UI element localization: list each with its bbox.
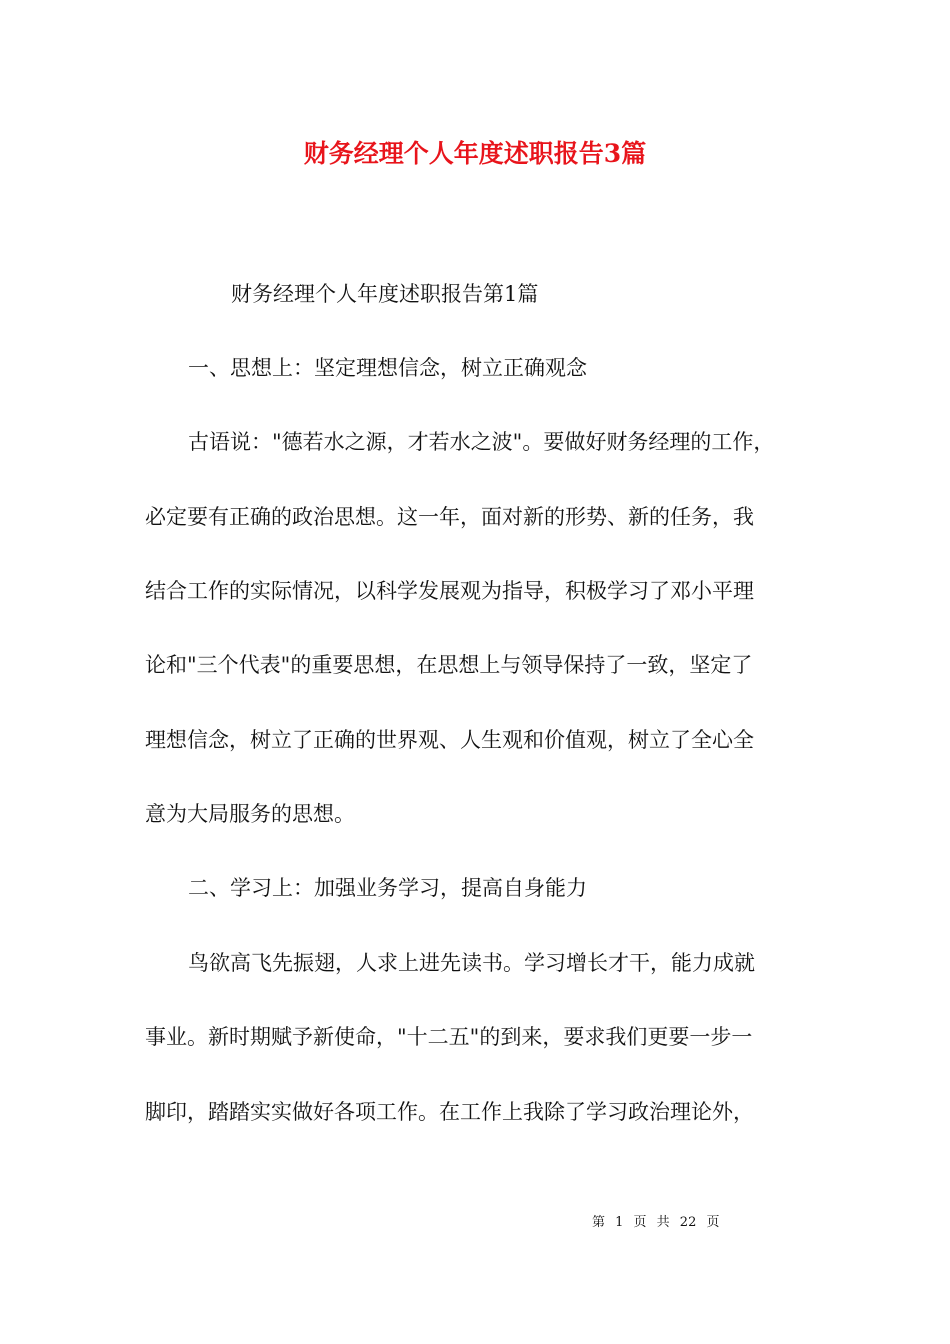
paragraph-line: 理想信念，树立了正确的世界观、人生观和价值观，树立了全心全 bbox=[145, 728, 754, 752]
document-title: 财务经理个人年度述职报告3篇 bbox=[303, 139, 647, 168]
paragraph-line: 意为大局服务的思想。 bbox=[145, 802, 355, 826]
paragraph-line: 论和"三个代表"的重要思想，在思想上与领导保持了一致，坚定了 bbox=[145, 653, 753, 677]
paragraph-line: 古语说："德若水之源，才若水之波"。要做好财务经理的工作， bbox=[188, 430, 775, 454]
paragraph-line: 事业。新时期赋予新使命，"十二五"的到来，要求我们更要一步一 bbox=[145, 1025, 753, 1049]
paragraph-line: 鸟欲高飞先振翅，人求上进先读书。学习增长才干，能力成就 bbox=[188, 951, 755, 975]
page-number-footer: 第 1 页 共 22 页 bbox=[592, 1215, 720, 1230]
paragraph-line: 脚印，踏踏实实做好各项工作。在工作上我除了学习政治理论外， bbox=[145, 1100, 754, 1124]
paragraph-line: 结合工作的实际情况，以科学发展观为指导，积极学习了邓小平理 bbox=[145, 579, 754, 603]
section-heading-thought: 一、思想上：坚定理想信念，树立正确观念 bbox=[188, 356, 587, 380]
section-heading-study: 二、学习上：加强业务学习，提高自身能力 bbox=[188, 876, 587, 900]
report-subtitle: 财务经理个人年度述职报告第1篇 bbox=[231, 282, 539, 306]
paragraph-line: 必定要有正确的政治思想。这一年，面对新的形势、新的任务，我 bbox=[145, 505, 754, 529]
